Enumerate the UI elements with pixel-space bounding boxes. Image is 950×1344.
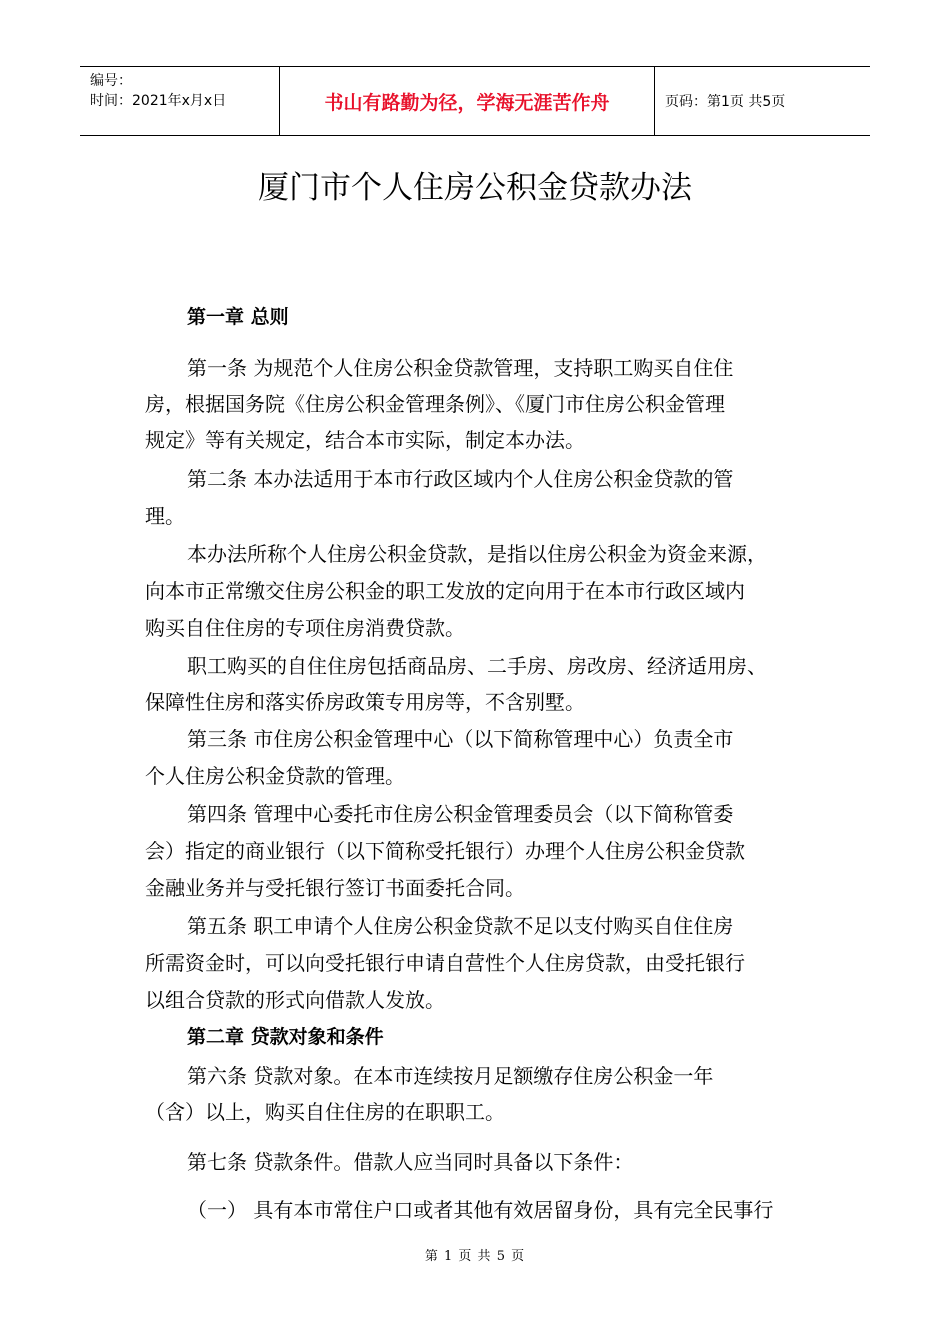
text-line: （一） 具有本市常住户口或者其他有效居留身份，具有完全民事行 [187,1198,774,1222]
text-line: 会）指定的商业银行（以下简称受托银行）办理个人住房公积金贷款 [145,839,745,863]
header-page-info: 页码：第1页 共5页 [665,94,786,110]
text-line: 金融业务并与受托银行签订书面委托合同。 [145,876,525,900]
text-line: 本办法所称个人住房公积金贷款，是指以住房公积金为资金来源， [187,542,767,566]
text-line: 第一条 为规范个人住房公积金贷款管理，支持职工购买自住住 [187,356,734,380]
text-line: 个人住房公积金贷款的管理。 [145,764,405,788]
text-line: 房，根据国务院《住房公积金管理条例》、《厦门市住房公积金管理 [145,392,725,416]
text-line: 第三条 市住房公积金管理中心（以下简称管理中心）负责全市 [187,727,734,751]
text-line: 第五条 职工申请个人住房公积金贷款不足以支付购买自住住房 [187,914,734,938]
text-line: 以组合贷款的形式向借款人发放。 [145,988,445,1012]
text-line: （含）以上，购买自住住房的在职职工。 [145,1100,505,1124]
text-line: 保障性住房和落实侨房政策专用房等，不含别墅。 [145,690,585,714]
chapter-heading: 第二章 贷款对象和条件 [187,1026,384,1048]
time-label: 时间：2021年x月x日 [90,93,227,109]
text-line: 向本市正常缴交住房公积金的职工发放的定向用于在本市行政区域内 [145,579,745,603]
text-line: 职工购买的自住住房包括商品房、二手房、房改房、经济适用房、 [187,654,767,678]
text-line: 所需资金时，可以向受托银行申请自营性个人住房贷款，由受托银行 [145,951,745,975]
text-line: 购买自住住房的专项住房消费贷款。 [145,616,465,640]
header-meta [80,67,280,135]
text-line: 第六条 贷款对象。在本市连续按月足额缴存住房公积金一年 [187,1064,714,1088]
chapter-heading: 第一章 总则 [187,306,289,328]
text-line: 第七条 贷款条件。借款人应当同时具备以下条件： [187,1150,634,1174]
text-line: 理。 [145,504,185,528]
document-title: 厦门市个人住房公积金贷款办法 [258,170,692,206]
text-line: 第二条 本办法适用于本市行政区域内个人住房公积金贷款的管 [187,467,734,491]
text-line: 第四条 管理中心委托市住房公积金管理委员会（以下简称管委 [187,802,734,826]
text-line: 规定》等有关规定，结合本市实际，制定本办法。 [145,428,585,452]
header-motto: 书山有路勤为径，学海无涯苦作舟 [280,67,655,135]
number-label: 编号： [90,73,132,89]
page-footer: 第 1 页 共 5 页 [424,1249,526,1264]
page-header [80,66,870,136]
